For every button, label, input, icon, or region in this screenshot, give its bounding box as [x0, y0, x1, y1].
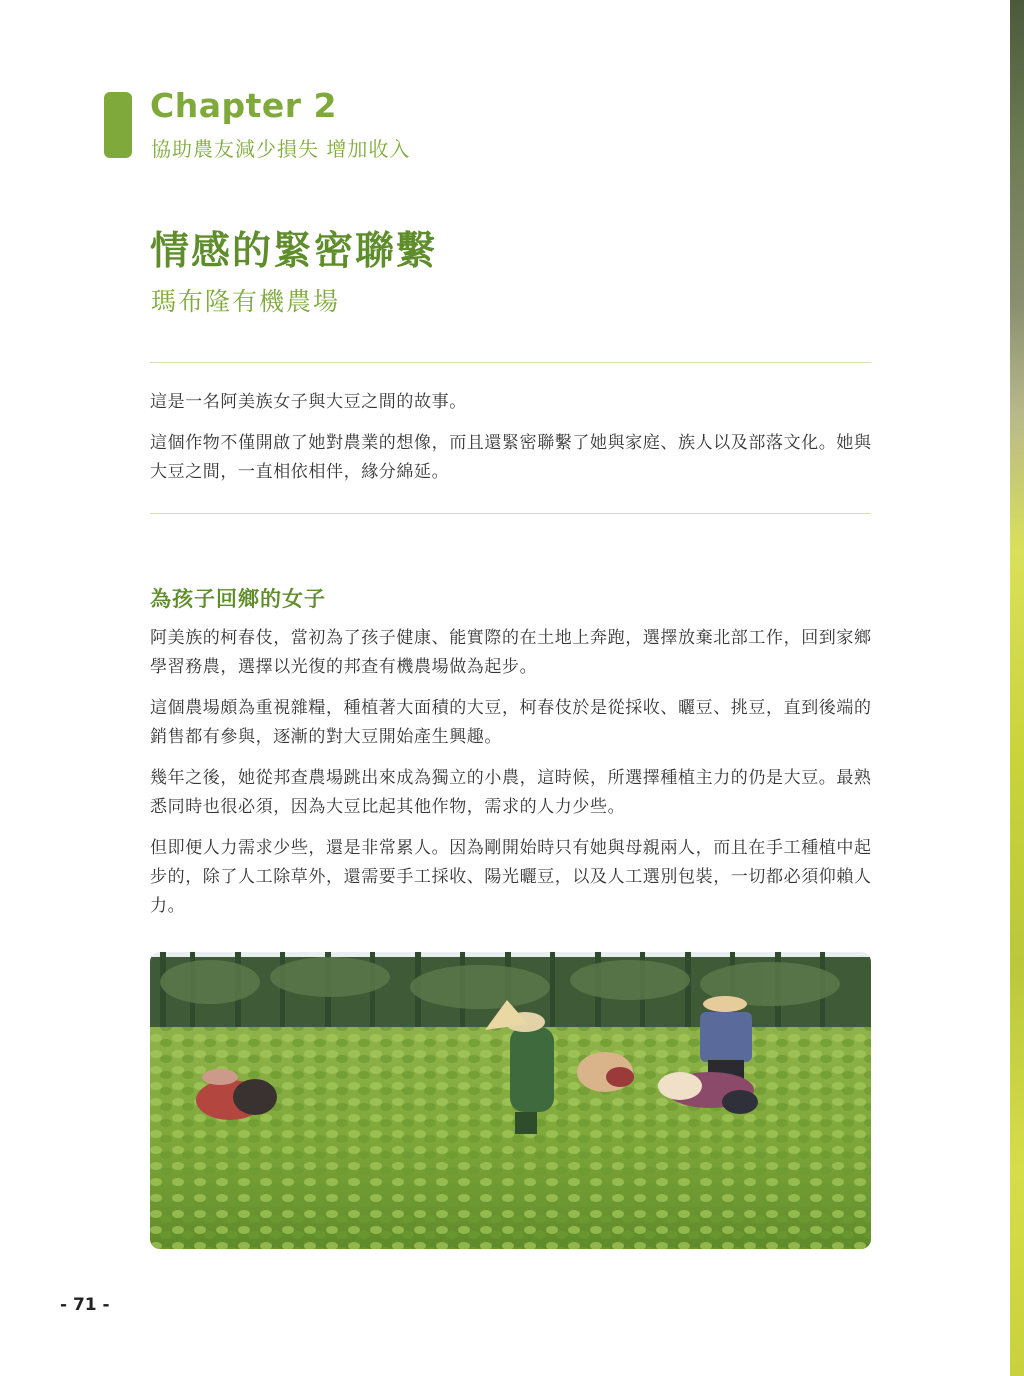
section-body [150, 624, 875, 933]
body-paragraph: 這個農場頗為重視雜糧，種植著大面積的大豆，柯春伎於是從採收、曬豆、挑豆，直到後端的銷售都有參與，逐漸的對大豆開始產生興趣。 [150, 698, 872, 747]
body-paragraph: 幾年之後，她從邦查農場跳出來成為獨立的小農，這時候，所選擇種植主力的仍是大豆。最熟悉同時也很必須，因為大豆比起其他作物，需求的人力少些。 [150, 768, 872, 817]
chapter-subtitle: 協助農友減少損失 增加收入 [151, 137, 411, 161]
divider-top [150, 362, 871, 363]
edge-photo-strip [1010, 0, 1024, 1376]
intro-paragraph: 這是一名阿美族女子與大豆之間的故事。 [150, 392, 467, 412]
chapter-label: Chapter 2 [150, 86, 337, 125]
chapter-marker-bar [104, 92, 132, 158]
divider-bottom [150, 513, 871, 514]
article-subtitle: 瑪布隆有機農場 [151, 287, 341, 316]
body-paragraph: 但即便人力需求少些，還是非常累人。因為剛開始時只有她與母親兩人，而且在手工種植中起步的，除了人工除草外，還需要手工採收、陽光曬豆，以及人工選別包裝，一切都必須仰賴人力。 [150, 838, 872, 916]
body-paragraph: 阿美族的柯春伎，當初為了孩子健康、能實際的在土地上奔跑，選擇放棄北部工作，回到家鄉學習務農，選擇以光復的邦查有機農場做為起步。 [150, 628, 872, 677]
intro-block [150, 388, 875, 499]
intro-paragraph: 這個作物不僅開啟了她對農業的想像，而且還緊密聯繫了她與家庭、族人以及部落文化。她與大豆之間，一直相依相伴，緣分綿延。 [150, 433, 872, 482]
article-title: 情感的緊密聯繫 [150, 229, 438, 274]
farm-field-photo [150, 952, 871, 1249]
page-number: - 71 - [60, 1295, 110, 1315]
section-heading: 為孩子回鄉的女子 [150, 587, 326, 611]
